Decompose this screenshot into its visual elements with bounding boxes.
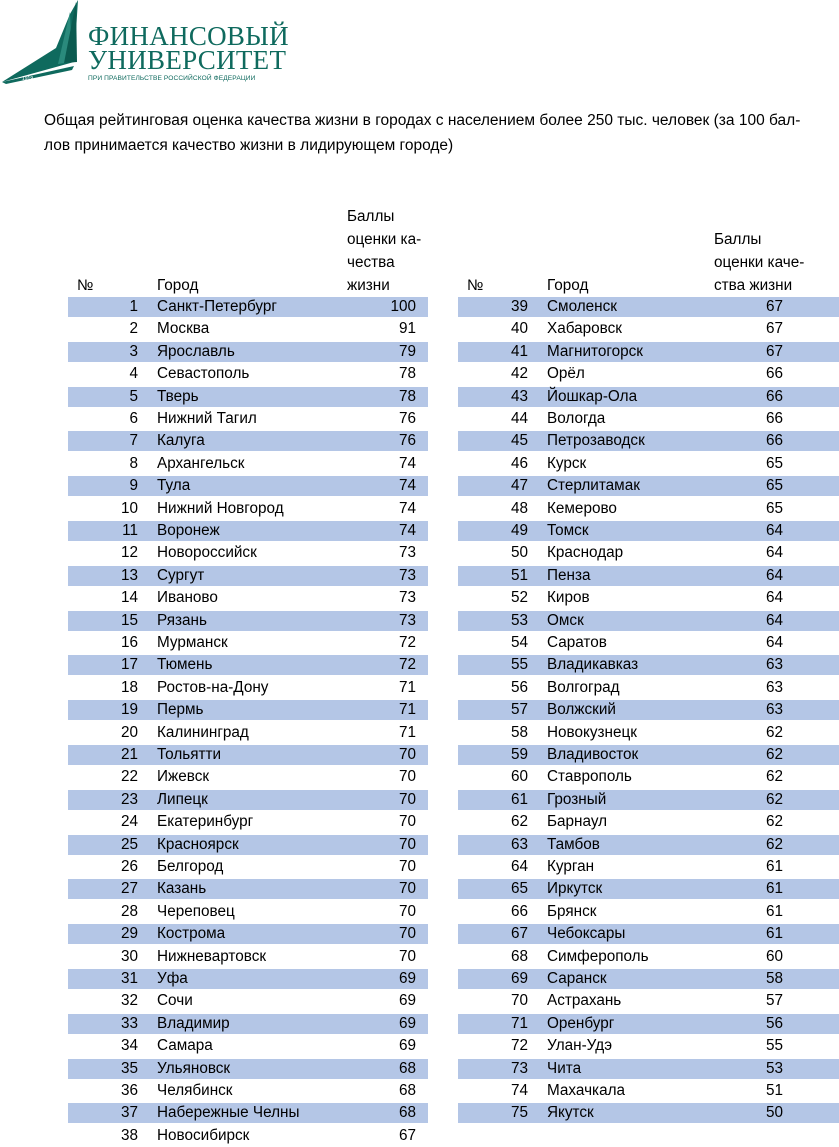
- row-city: Оренбург: [547, 1014, 615, 1032]
- table-row: [0, 901, 839, 923]
- row-score: 64: [765, 611, 783, 629]
- row-number: 58: [510, 723, 528, 741]
- row-number: 66: [510, 902, 528, 920]
- row-number: 10: [120, 499, 138, 517]
- table-row: [0, 968, 839, 990]
- row-city: Челябинск: [157, 1082, 233, 1099]
- right-header-score: [714, 228, 804, 297]
- row-score: 66: [765, 365, 783, 383]
- row-city: Рязань: [157, 611, 207, 629]
- row-city: Кострома: [157, 925, 226, 943]
- row-city: Нижний Новгород: [157, 499, 284, 517]
- row-score: 74: [398, 522, 416, 539]
- row-number: 32: [120, 992, 138, 1010]
- row-number: 13: [120, 566, 138, 584]
- row-city: Владимир: [157, 1014, 230, 1032]
- row-city: Махачкала: [547, 1082, 626, 1099]
- row-score: 65: [765, 454, 783, 472]
- right-header-score-line: ства жизни: [714, 277, 793, 294]
- row-number: 24: [120, 813, 138, 831]
- row-score: 68: [398, 1082, 416, 1099]
- row-score: 71: [398, 723, 416, 741]
- left-header-score-line: чества: [347, 254, 395, 271]
- left-header-score: [347, 205, 421, 297]
- row-number: 20: [120, 723, 138, 741]
- row-city: Стерлитамак: [547, 477, 640, 495]
- university-logo: [0, 0, 290, 92]
- table-row: [0, 946, 839, 968]
- table-row: [0, 1080, 839, 1102]
- right-header-city: Город: [547, 277, 589, 294]
- row-number: 62: [510, 813, 528, 831]
- row-score: 62: [765, 746, 783, 763]
- row-score: 64: [765, 544, 783, 562]
- right-header-num: №: [467, 277, 484, 294]
- table-row: [0, 318, 839, 340]
- row-city: Йошкар-Ола: [547, 387, 638, 405]
- row-city: Магнитогорск: [547, 342, 643, 360]
- row-number: 33: [120, 1014, 138, 1032]
- row-number: 72: [510, 1037, 528, 1055]
- row-score: 65: [765, 499, 783, 517]
- row-city: Волжский: [547, 701, 616, 719]
- row-number: 5: [129, 387, 138, 405]
- table-row: [0, 699, 839, 721]
- row-city: Иркутск: [547, 880, 603, 898]
- row-number: 65: [510, 880, 528, 898]
- description-line2: лов принимается качество жизни в лидирующем городе): [44, 137, 454, 154]
- row-city: Тюмень: [157, 656, 213, 674]
- row-score: 70: [398, 768, 416, 786]
- row-number: 63: [510, 835, 528, 853]
- table-row: [0, 1035, 839, 1057]
- row-city: Новороссийск: [157, 544, 257, 562]
- row-score: 73: [398, 566, 416, 584]
- logo-title-line2: УНИВЕРСИТЕТ: [88, 45, 287, 75]
- description-line1: Общая рейтинговая оценка качества жизни в городах с населением более 250 тыс. человек (за 100 бал-: [44, 112, 801, 129]
- left-header-city: Город: [157, 277, 199, 294]
- row-number: 45: [510, 432, 528, 450]
- table-row: [0, 744, 839, 766]
- row-number: 52: [510, 589, 528, 607]
- row-score: 61: [765, 858, 783, 875]
- row-number: 30: [120, 947, 138, 965]
- page-description: [44, 108, 839, 158]
- row-city: Брянск: [547, 902, 597, 920]
- row-city: Барнаул: [547, 813, 608, 831]
- row-city: Ульяновск: [157, 1059, 231, 1077]
- row-number: 42: [510, 365, 528, 383]
- row-number: 56: [510, 678, 528, 696]
- row-number: 25: [120, 835, 138, 853]
- row-number: 4: [129, 365, 138, 383]
- row-score: 70: [398, 813, 416, 831]
- row-city: Уфа: [157, 970, 188, 987]
- row-number: 22: [120, 768, 138, 786]
- row-number: 43: [510, 387, 528, 405]
- table-row: [0, 1058, 839, 1080]
- row-city: Белгород: [157, 858, 224, 875]
- row-city: Нижневартовск: [157, 947, 267, 965]
- row-city: Чита: [547, 1059, 582, 1077]
- right-header-score-line: Баллы: [714, 231, 762, 248]
- row-city: Вологда: [547, 410, 606, 427]
- row-city: Орёл: [547, 365, 585, 383]
- row-score: 53: [765, 1059, 783, 1077]
- table-row: [0, 498, 839, 520]
- row-score: 70: [398, 858, 416, 875]
- row-number: 8: [129, 454, 138, 472]
- row-score: 56: [765, 1014, 783, 1032]
- row-number: 21: [120, 746, 138, 763]
- table-row: [0, 811, 839, 833]
- row-number: 9: [129, 477, 138, 495]
- row-number: 15: [120, 611, 138, 629]
- row-score: 74: [398, 454, 416, 472]
- row-city: Владивосток: [547, 746, 639, 763]
- row-score: 68: [398, 1104, 416, 1122]
- row-score: 58: [765, 970, 783, 987]
- row-score: 78: [398, 365, 416, 383]
- row-number: 75: [510, 1104, 528, 1122]
- row-number: 57: [510, 701, 528, 719]
- row-score: 71: [398, 701, 416, 719]
- left-header-score-line: жизни: [347, 277, 390, 294]
- row-city: Саратов: [547, 634, 607, 651]
- row-score: 72: [398, 656, 416, 674]
- table-row: [0, 789, 839, 811]
- row-number: 64: [510, 858, 528, 875]
- row-city: Набережные Челны: [157, 1104, 300, 1122]
- row-city: Томск: [547, 522, 589, 539]
- row-city: Петрозаводск: [547, 432, 645, 450]
- row-score: 69: [398, 1037, 416, 1055]
- left-header-score-line: оценки ка-: [347, 231, 422, 248]
- row-score: 72: [398, 634, 416, 651]
- row-score: 73: [398, 544, 416, 562]
- row-city: Ижевск: [157, 768, 210, 786]
- row-city: Воронеж: [157, 522, 220, 539]
- row-score: 76: [398, 432, 416, 450]
- row-city: Пермь: [157, 701, 204, 719]
- row-city: Владикавказ: [547, 656, 639, 674]
- row-number: 7: [129, 432, 138, 450]
- row-score: 66: [765, 387, 783, 405]
- row-score: 69: [398, 1014, 416, 1032]
- row-city: Смоленск: [547, 298, 617, 315]
- row-score: 70: [398, 790, 416, 808]
- row-city: Череповец: [157, 902, 235, 920]
- row-city: Калуга: [157, 432, 205, 450]
- row-city: Сочи: [157, 992, 193, 1010]
- table-row: [0, 1125, 839, 1147]
- row-number: 39: [510, 298, 528, 315]
- row-number: 41: [510, 342, 528, 360]
- row-city: Кемерово: [547, 499, 617, 517]
- row-score: 70: [398, 880, 416, 898]
- row-score: 73: [398, 589, 416, 607]
- row-number: 23: [120, 790, 138, 808]
- row-score: 68: [398, 1059, 416, 1077]
- row-number: 34: [120, 1037, 138, 1055]
- row-city: Нижний Тагил: [157, 410, 257, 427]
- row-number: 16: [120, 634, 138, 651]
- row-number: 53: [510, 611, 528, 629]
- row-city: Якутск: [547, 1104, 594, 1122]
- row-score: 67: [765, 298, 783, 315]
- table-row: [0, 878, 839, 900]
- table-row: [0, 386, 839, 408]
- row-number: 67: [510, 925, 528, 943]
- row-number: 18: [120, 678, 138, 696]
- row-city: Самара: [157, 1037, 213, 1055]
- row-number: 55: [510, 656, 528, 674]
- row-city: Новокузнецк: [547, 723, 637, 741]
- row-city: Ставрополь: [547, 768, 632, 786]
- row-number: 38: [120, 1126, 138, 1144]
- right-header-score-line: оценки каче-: [714, 254, 805, 271]
- row-number: 44: [510, 410, 528, 427]
- row-number: 51: [510, 566, 528, 584]
- row-score: 70: [398, 925, 416, 943]
- row-city: Хабаровск: [547, 320, 622, 338]
- row-city: Тула: [157, 477, 191, 495]
- row-score: 66: [765, 432, 783, 450]
- row-score: 70: [398, 947, 416, 965]
- row-number: 6: [129, 410, 138, 427]
- row-city: Краснодар: [547, 544, 624, 562]
- row-score: 78: [398, 387, 416, 405]
- row-score: 74: [398, 477, 416, 495]
- row-number: 71: [510, 1014, 528, 1032]
- row-number: 26: [120, 858, 138, 875]
- row-number: 61: [510, 790, 528, 808]
- row-city: Калининград: [157, 723, 249, 741]
- row-score: 70: [398, 902, 416, 920]
- row-score: 63: [765, 656, 783, 674]
- row-city: Ростов-на-Дону: [157, 678, 269, 696]
- row-number: 68: [510, 947, 528, 965]
- table-row: [0, 296, 839, 318]
- row-city: Севастополь: [157, 365, 250, 383]
- table-row: [0, 654, 839, 676]
- row-city: Липецк: [157, 790, 208, 808]
- row-score: 62: [765, 835, 783, 853]
- row-score: 73: [398, 611, 416, 629]
- row-city: Казань: [157, 880, 207, 898]
- left-header-score-line: Баллы: [347, 208, 395, 225]
- row-score: 63: [765, 678, 783, 696]
- table-row: [0, 856, 839, 878]
- row-number: 14: [120, 589, 138, 607]
- row-number: 2: [129, 320, 138, 338]
- row-number: 29: [120, 925, 138, 943]
- table-row: [0, 565, 839, 587]
- table-row: [0, 722, 839, 744]
- row-score: 100: [390, 298, 416, 315]
- table-row: [0, 520, 839, 542]
- row-city: Москва: [157, 320, 210, 338]
- table-row: [0, 834, 839, 856]
- row-score: 60: [765, 947, 783, 965]
- row-city: Астрахань: [547, 992, 622, 1010]
- row-score: 57: [765, 992, 783, 1010]
- row-city: Мурманск: [157, 634, 228, 651]
- left-header-num: №: [77, 277, 94, 294]
- table-row: [0, 341, 839, 363]
- row-city: Тольятти: [157, 746, 222, 763]
- logo-emblem-icon: [0, 0, 88, 88]
- table-row: [0, 453, 839, 475]
- row-city: Ярославль: [157, 342, 235, 360]
- row-score: 67: [765, 342, 783, 360]
- row-score: 67: [398, 1126, 416, 1144]
- row-city: Красноярск: [157, 835, 239, 853]
- row-number: 11: [122, 522, 138, 539]
- row-city: Грозный: [547, 790, 607, 808]
- row-number: 40: [510, 320, 528, 338]
- row-number: 49: [510, 522, 528, 539]
- row-number: 69: [510, 970, 528, 987]
- row-number: 37: [120, 1104, 138, 1122]
- table-row: [0, 1102, 839, 1124]
- logo-subtitle: ПРИ ПРАВИТЕЛЬСТВЕ РОССИЙСКОЙ ФЕДЕРАЦИИ: [88, 75, 256, 82]
- table-row: [0, 923, 839, 945]
- row-score: 64: [765, 566, 783, 584]
- row-score: 79: [398, 342, 416, 360]
- logo-year: 1919: [22, 76, 34, 82]
- table-row: [0, 766, 839, 788]
- row-number: 36: [120, 1082, 138, 1099]
- row-score: 64: [765, 522, 783, 539]
- row-score: 70: [398, 835, 416, 853]
- row-number: 50: [510, 544, 528, 562]
- row-number: 19: [120, 701, 138, 719]
- table-row: [0, 408, 839, 430]
- table-row: [0, 1013, 839, 1035]
- row-city: Волгоград: [547, 678, 620, 696]
- table-row: [0, 632, 839, 654]
- row-number: 27: [120, 880, 138, 898]
- row-score: 69: [398, 970, 416, 987]
- row-number: 73: [510, 1059, 528, 1077]
- row-city: Киров: [547, 589, 590, 607]
- row-city: Улан-Удэ: [547, 1037, 613, 1055]
- row-score: 64: [765, 634, 783, 651]
- row-number: 12: [120, 544, 138, 562]
- row-city: Иваново: [157, 589, 218, 607]
- row-score: 64: [765, 589, 783, 607]
- row-city: Архангельск: [157, 454, 245, 472]
- row-score: 67: [765, 320, 783, 338]
- row-number: 28: [120, 902, 138, 920]
- row-number: 54: [510, 634, 528, 651]
- row-score: 51: [765, 1082, 783, 1099]
- row-score: 61: [765, 880, 783, 898]
- row-city: Омск: [547, 611, 584, 629]
- row-number: 35: [120, 1059, 138, 1077]
- row-score: 91: [398, 320, 416, 338]
- table-row: [0, 363, 839, 385]
- row-city: Тверь: [157, 387, 199, 405]
- row-score: 74: [398, 499, 416, 517]
- row-city: Новосибирск: [157, 1126, 250, 1144]
- row-score: 66: [765, 410, 783, 427]
- row-number: 31: [120, 970, 138, 987]
- row-score: 62: [765, 768, 783, 786]
- row-city: Чебоксары: [547, 925, 626, 943]
- row-score: 70: [398, 746, 416, 763]
- row-score: 61: [765, 925, 783, 943]
- row-score: 62: [765, 723, 783, 741]
- row-score: 65: [765, 477, 783, 495]
- row-city: Тамбов: [547, 835, 600, 853]
- row-number: 48: [510, 499, 528, 517]
- row-city: Екатеринбург: [157, 813, 254, 831]
- table-row: [0, 990, 839, 1012]
- row-score: 50: [765, 1104, 783, 1122]
- row-number: 17: [120, 656, 138, 674]
- row-score: 61: [765, 902, 783, 920]
- logo-title-line1: ФИНАНСОВЫЙ: [88, 21, 289, 51]
- row-number: 1: [129, 298, 138, 315]
- row-number: 59: [510, 746, 528, 763]
- table-row: [0, 677, 839, 699]
- row-city: Пенза: [547, 566, 591, 584]
- table-row: [0, 475, 839, 497]
- row-number: 70: [510, 992, 528, 1010]
- row-city: Саранск: [547, 970, 607, 987]
- row-score: 76: [398, 410, 416, 427]
- row-number: 3: [129, 342, 138, 360]
- row-city: Курск: [547, 454, 587, 472]
- row-number: 46: [510, 454, 528, 472]
- row-number: 47: [510, 477, 528, 495]
- row-score: 63: [765, 701, 783, 719]
- row-score: 62: [765, 813, 783, 831]
- row-score: 62: [765, 790, 783, 808]
- row-score: 71: [398, 678, 416, 696]
- table-row: [0, 587, 839, 609]
- row-city: Курган: [547, 858, 595, 875]
- table-row: [0, 542, 839, 564]
- row-city: Симферополь: [547, 947, 649, 965]
- row-score: 69: [398, 992, 416, 1010]
- row-number: 60: [510, 768, 528, 786]
- row-score: 55: [765, 1037, 783, 1055]
- row-city: Санкт-Петербург: [157, 298, 277, 315]
- table-row: [0, 610, 839, 632]
- table-row: [0, 430, 839, 452]
- row-city: Сургут: [157, 566, 205, 584]
- row-number: 74: [510, 1082, 528, 1099]
